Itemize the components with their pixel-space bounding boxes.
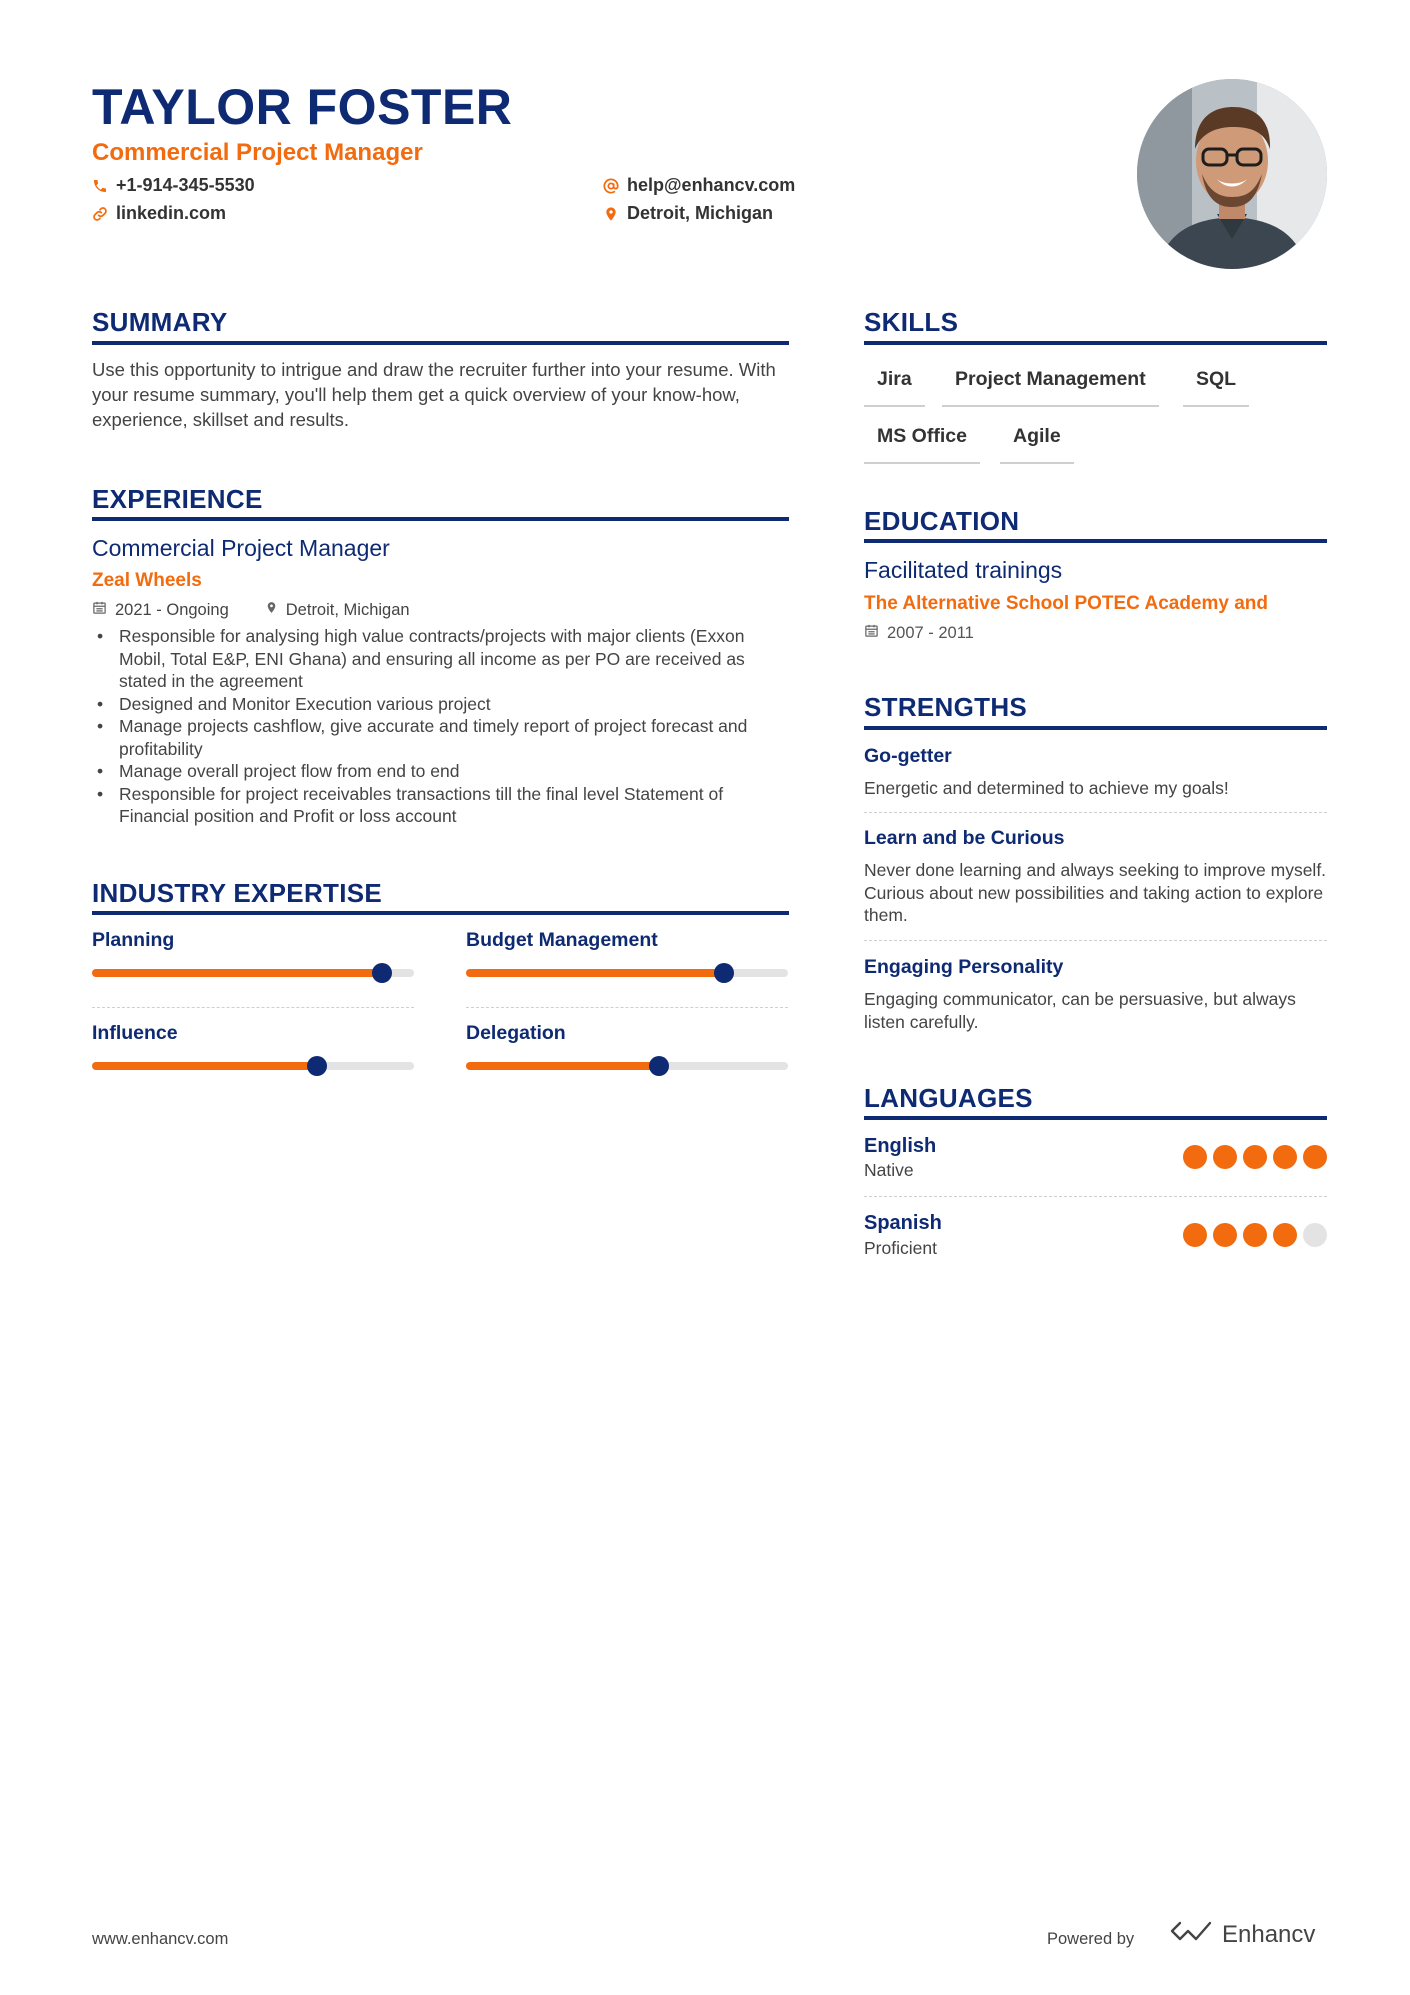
expertise-bar-knob [649,1056,669,1076]
experience-meta [92,600,410,620]
rating-dot [1213,1223,1237,1247]
enhancv-logo-icon [1168,1919,1214,1950]
summary-rule [92,341,789,345]
rating-dot [1303,1223,1327,1247]
list-item: • Manage projects cashflow, give accurate and timely report of project forecast and profitability [92,715,792,760]
expertise-bar-knob [307,1056,327,1076]
list-item: • Manage overall project flow from end to end [92,760,792,783]
strengths-heading: STRENGTHS [864,692,1028,722]
skill-tag: Agile [1000,425,1074,464]
language-level: Proficient [864,1238,937,1258]
experience-rule [92,517,789,521]
enhancv-logo[interactable] [1168,1919,1315,1950]
experience-location: Detroit, Michigan [285,600,410,619]
rating-dot [1243,1223,1267,1247]
strength-description: Never done learning and always seeking to improve myself. Curious about new possibilities and taking action to explore them. [864,860,1327,925]
footer-url[interactable]: www.enhancv.com [92,1930,229,1948]
rating-dot [1183,1223,1207,1247]
education-rule [864,539,1327,543]
rating-dot [1243,1145,1267,1169]
rating-dot [1303,1145,1327,1169]
strengths-rule [864,726,1327,730]
skill-tag: Project Management [942,368,1159,407]
location-text: Detroit, Michigan [627,203,774,223]
experience-role: Commercial Project Manager [92,535,390,561]
phone-text[interactable]: +1-914-345-5530 [116,175,255,195]
expertise-bar-fill [92,969,382,977]
skill-tag: Jira [864,368,925,407]
education-heading: EDUCATION [864,506,1020,536]
contact-location [603,203,773,224]
location-pin-icon [265,600,278,620]
skills-rule [864,341,1327,345]
powered-by-label: Powered by [1047,1930,1135,1948]
strength-title: Learn and be Curious [864,827,1065,849]
experience-company: Zeal Wheels [92,570,202,591]
skills-heading: SKILLS [864,307,959,337]
expertise-bar-fill [466,1062,659,1070]
divider [466,1007,788,1008]
strength-title: Go-getter [864,745,952,767]
calendar-icon [92,600,107,620]
phone-icon [92,178,108,194]
language-rating [1183,1223,1327,1247]
email-text[interactable]: help@enhancv.com [627,175,796,195]
candidate-title: Commercial Project Manager [92,139,423,166]
divider [864,812,1327,813]
enhancv-logo-text: Enhancv [1222,1920,1316,1948]
at-icon [603,178,619,194]
expertise-bar-fill [92,1062,317,1070]
expertise-label: Planning [92,929,175,951]
contact-phone [92,175,255,196]
expertise-label: Delegation [466,1022,566,1044]
languages-rule [864,1116,1327,1120]
rating-dot [1273,1145,1297,1169]
expertise-label: Influence [92,1022,178,1044]
expertise-bar-knob [372,963,392,983]
expertise-bar-fill [466,969,724,977]
education-degree: Facilitated trainings [864,557,1063,583]
divider [864,940,1327,941]
strength-description: Energetic and determined to achieve my goals! [864,778,1229,798]
experience-bullets [92,625,792,828]
education-meta [864,623,974,643]
education-school: The Alternative School POTEC Academy and [864,593,1269,614]
expertise-bar-knob [714,963,734,983]
list-item: • Responsible for project receivables transactions till the final level Statement of Financial position and Profit or loss account [92,783,792,828]
skill-tag: SQL [1183,368,1249,407]
industry-expertise-heading: INDUSTRY EXPERTISE [92,878,383,908]
rating-dot [1213,1145,1237,1169]
website-text[interactable]: linkedin.com [116,203,227,223]
experience-dates: 2021 - Ongoing [115,600,229,619]
expertise-bar [92,969,414,977]
summary-text: Use this opportunity to intrigue and draw the recruiter further into your resume. With your resume summary, you'll help them get a quick overview of your know-how, experience, skillset and results. [92,359,776,430]
expertise-bar [466,969,788,977]
summary-heading: SUMMARY [92,307,228,337]
skill-tag: MS Office [864,425,980,464]
candidate-name: TAYLOR FOSTER [92,79,513,135]
rating-dot [1273,1223,1297,1247]
strength-description: Engaging communicator, can be persuasive, but always listen carefully. [864,989,1296,1032]
language-rating [1183,1145,1327,1169]
contact-email [603,175,795,196]
education-dates: 2007 - 2011 [887,623,974,642]
language-level: Native [864,1160,914,1180]
industry-expertise-rule [92,911,789,915]
divider [92,1007,414,1008]
profile-photo [1137,79,1327,269]
contact-website [92,203,226,224]
calendar-icon [864,623,879,643]
link-icon [92,206,108,222]
list-item: • Responsible for analysing high value contracts/projects with major clients (Exxon Mobil, Total E&P, ENI Ghana) and ensuring all income as per PO are received as stated in the agreement [92,625,792,693]
expertise-bar [92,1062,414,1070]
expertise-bar [466,1062,788,1070]
language-name: Spanish [864,1212,942,1234]
list-item: • Designed and Monitor Execution various project [92,693,792,716]
strength-title: Engaging Personality [864,956,1064,978]
languages-heading: LANGUAGES [864,1083,1033,1113]
divider [864,1196,1327,1197]
language-name: English [864,1135,937,1157]
experience-heading: EXPERIENCE [92,484,263,514]
rating-dot [1183,1145,1207,1169]
expertise-label: Budget Management [466,929,658,951]
location-pin-icon [603,206,619,222]
